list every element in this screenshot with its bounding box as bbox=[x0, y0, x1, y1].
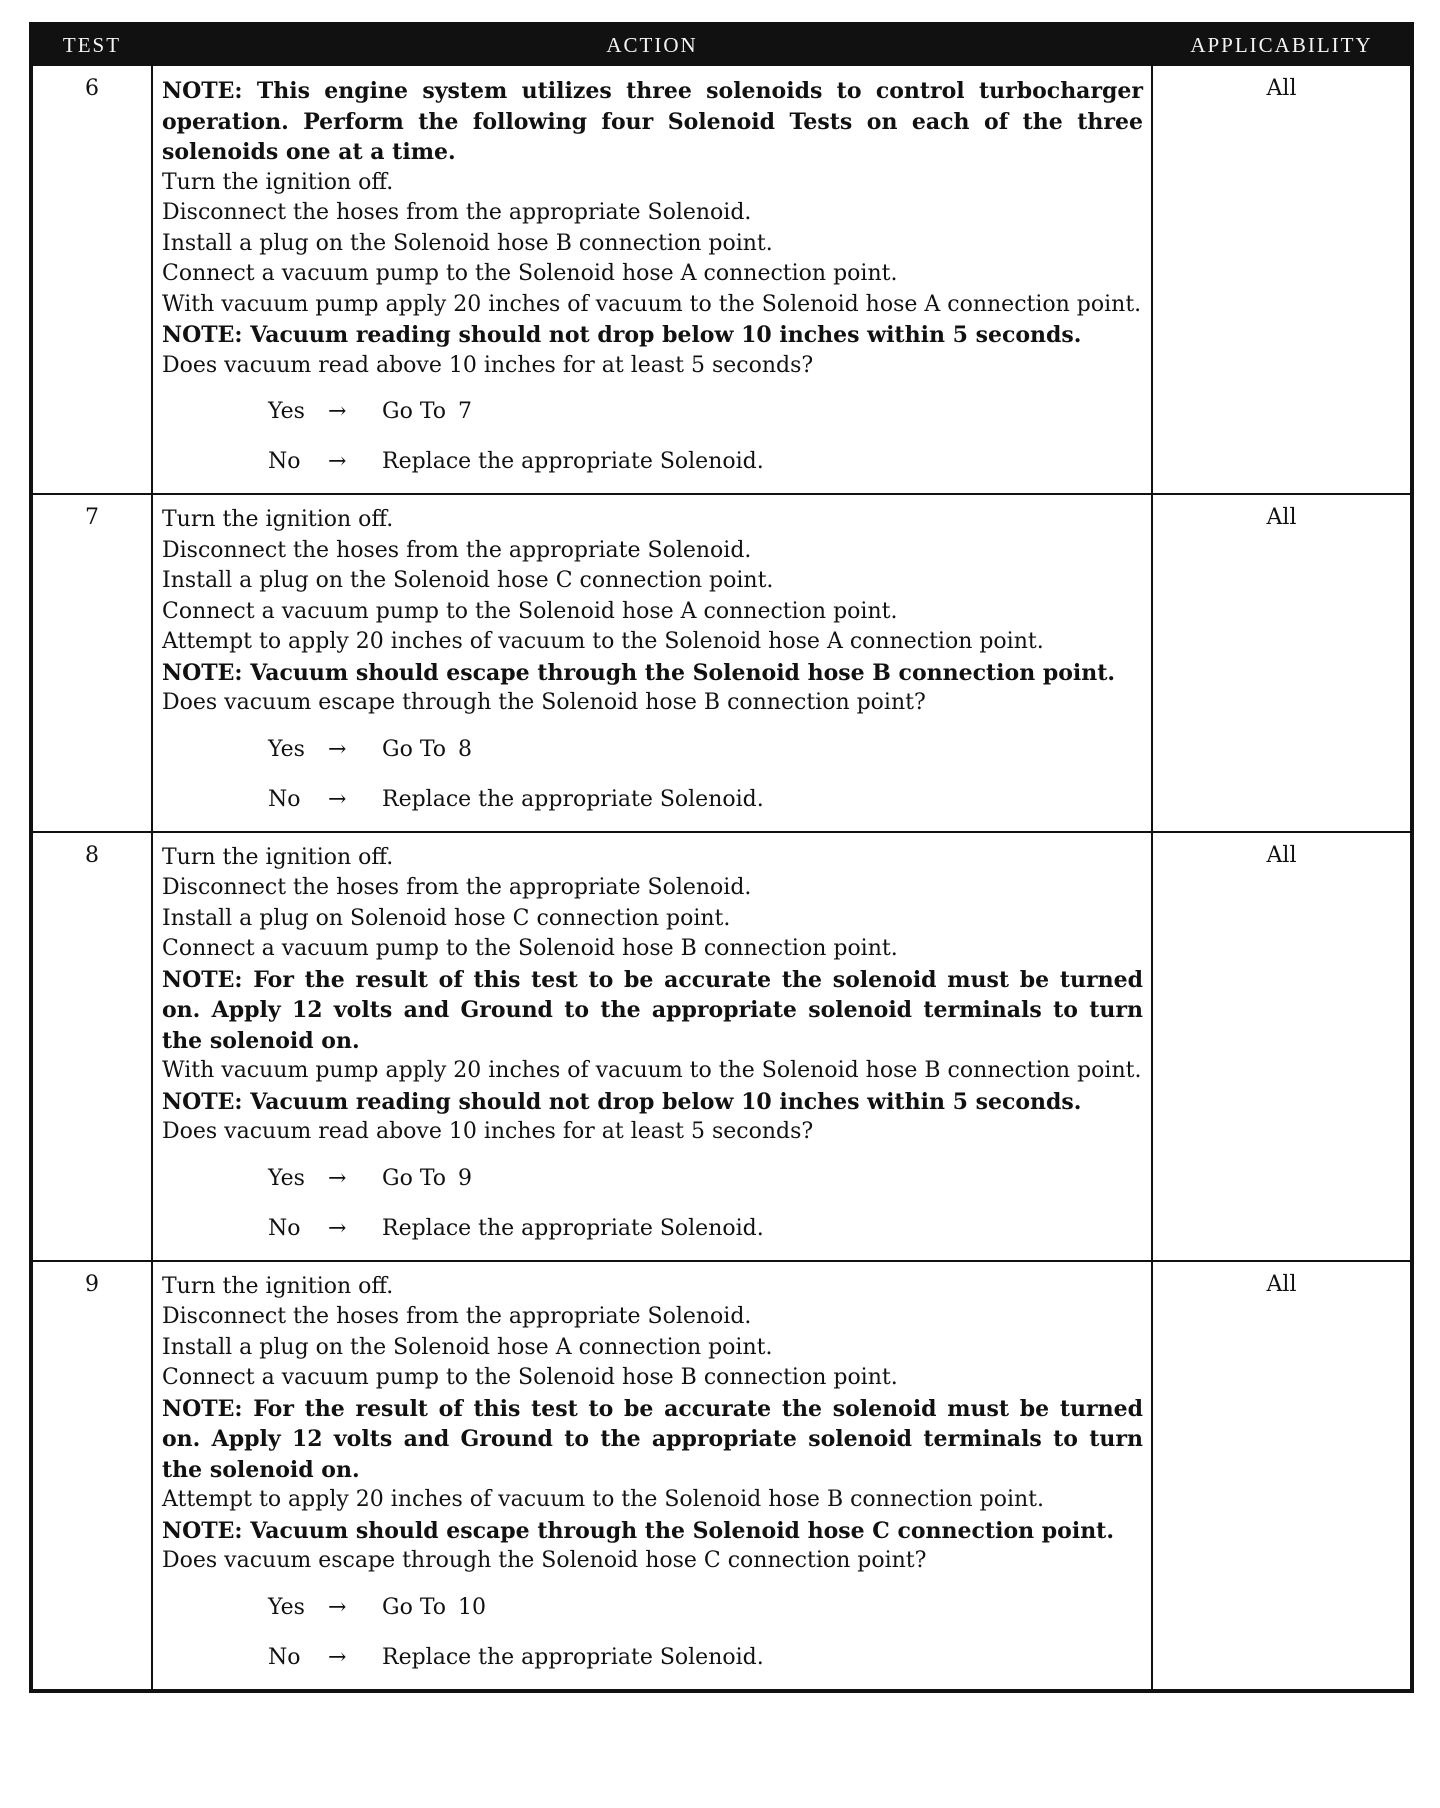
test-action bbox=[152, 832, 1152, 1261]
goto-label: Go To bbox=[382, 1594, 447, 1620]
header-test: TEST bbox=[31, 24, 152, 65]
note: NOTE: Vacuum should escape through the Solenoid hose B connection point. bbox=[162, 659, 1116, 686]
no-branch bbox=[268, 785, 1143, 821]
note: NOTE: Vacuum reading should not drop below 10 inches within 5 seconds. bbox=[162, 1088, 1082, 1115]
question: Does vacuum escape through the Solenoid hose B connection point? bbox=[162, 690, 926, 715]
arrow-right-icon: → bbox=[328, 1165, 347, 1191]
no-branch bbox=[268, 1643, 1143, 1679]
yes-branch bbox=[268, 1593, 1143, 1643]
yes-label: Yes bbox=[268, 736, 305, 762]
applicability: All bbox=[1152, 494, 1412, 832]
answer-branches bbox=[162, 397, 1143, 483]
no-action: Replace the appropriate Solenoid. bbox=[382, 449, 764, 474]
test-row-7 bbox=[31, 494, 1412, 832]
answer-branches bbox=[162, 735, 1143, 821]
step: Turn the ignition off. bbox=[162, 507, 394, 532]
step: Turn the ignition off. bbox=[162, 1273, 394, 1299]
note-power: NOTE: For the result of this test to be accurate the solenoid must be turned on. Apply 12 volts and Ground to the appropriate solenoid terminals to turn the solenoid on. bbox=[162, 1395, 1143, 1483]
step: Disconnect the hoses from the appropriate Solenoid. bbox=[162, 200, 752, 225]
goto-label: Go To bbox=[382, 399, 447, 424]
goto-test-link[interactable]: 10 bbox=[458, 1594, 487, 1620]
arrow-right-icon: → bbox=[328, 399, 347, 424]
question: Does vacuum read above 10 inches for at least 5 seconds? bbox=[162, 1119, 814, 1144]
question: Does vacuum escape through the Solenoid hose C connection point? bbox=[162, 1548, 927, 1573]
test-action bbox=[152, 65, 1152, 494]
header-action: ACTION bbox=[152, 24, 1152, 65]
applicability: All bbox=[1152, 1261, 1412, 1691]
answer-branches bbox=[162, 1164, 1143, 1250]
no-label: No bbox=[268, 449, 301, 474]
note-power: NOTE: For the result of this test to be accurate the solenoid must be turned on. Apply 12 volts and Ground to the appropriate solenoid terminals to turn the solenoid on. bbox=[162, 966, 1143, 1054]
test-action bbox=[152, 494, 1152, 832]
no-action: Replace the appropriate Solenoid. bbox=[382, 786, 764, 812]
test-number: 7 bbox=[31, 494, 152, 832]
step: With vacuum pump apply 20 inches of vacuum to the Solenoid hose B connection point. bbox=[162, 1058, 1142, 1083]
arrow-right-icon: → bbox=[328, 1644, 347, 1670]
no-label: No bbox=[268, 786, 301, 812]
step: Disconnect the hoses from the appropriate Solenoid. bbox=[162, 875, 752, 900]
goto-test-link[interactable]: 7 bbox=[458, 399, 473, 424]
note-intro: NOTE: This engine system utilizes three solenoids to control turbocharger operation. Perform the following four Solenoid Tests on each of the three solenoids one at a time. bbox=[162, 78, 1143, 165]
no-action: Replace the appropriate Solenoid. bbox=[382, 1215, 764, 1241]
step: Connect a vacuum pump to the Solenoid hose A connection point. bbox=[162, 598, 898, 624]
diagnostic-test-table bbox=[29, 22, 1414, 1693]
yes-label: Yes bbox=[268, 399, 305, 424]
no-label: No bbox=[268, 1215, 301, 1241]
arrow-right-icon: → bbox=[328, 1215, 347, 1241]
test-row-9 bbox=[31, 1261, 1412, 1691]
step: Turn the ignition off. bbox=[162, 844, 394, 870]
step: Connect a vacuum pump to the Solenoid hose B connection point. bbox=[162, 1365, 898, 1390]
step: Disconnect the hoses from the appropriate Solenoid. bbox=[162, 537, 752, 563]
arrow-right-icon: → bbox=[328, 736, 347, 762]
step: Connect a vacuum pump to the Solenoid hose A connection point. bbox=[162, 261, 898, 286]
step: Install a plug on the Solenoid hose A connection point. bbox=[162, 1334, 773, 1360]
step: Attempt to apply 20 inches of vacuum to the Solenoid hose A connection point. bbox=[162, 629, 1044, 654]
goto-label: Go To bbox=[382, 736, 447, 762]
applicability: All bbox=[1152, 65, 1412, 494]
note: NOTE: Vacuum should escape through the Solenoid hose C connection point. bbox=[162, 1517, 1115, 1544]
header-applicability: APPLICABILITY bbox=[1152, 24, 1412, 65]
yes-label: Yes bbox=[268, 1165, 305, 1191]
step: Disconnect the hoses from the appropriate Solenoid. bbox=[162, 1304, 752, 1329]
test-row-8 bbox=[31, 832, 1412, 1261]
step: Install a plug on the Solenoid hose C connection point. bbox=[162, 568, 774, 593]
question: Does vacuum read above 10 inches for at least 5 seconds? bbox=[162, 352, 814, 378]
test-row-6 bbox=[31, 65, 1412, 494]
goto-test-link[interactable]: 8 bbox=[458, 736, 473, 762]
test-number: 6 bbox=[31, 65, 152, 494]
step: With vacuum pump apply 20 inches of vacuum to the Solenoid hose A connection point. bbox=[162, 291, 1142, 317]
goto-label: Go To bbox=[382, 1165, 447, 1191]
yes-branch bbox=[268, 735, 1143, 785]
step: Install a plug on Solenoid hose C connection point. bbox=[162, 905, 731, 931]
no-branch bbox=[268, 447, 1143, 483]
applicability: All bbox=[1152, 832, 1412, 1261]
no-branch bbox=[268, 1214, 1143, 1250]
yes-branch bbox=[268, 397, 1143, 447]
yes-branch bbox=[268, 1164, 1143, 1214]
goto-test-link[interactable]: 9 bbox=[458, 1165, 473, 1191]
step: Connect a vacuum pump to the Solenoid hose B connection point. bbox=[162, 936, 898, 961]
yes-label: Yes bbox=[268, 1594, 305, 1620]
step: Attempt to apply 20 inches of vacuum to the Solenoid hose B connection point. bbox=[162, 1487, 1044, 1512]
arrow-right-icon: → bbox=[328, 449, 347, 474]
test-number: 8 bbox=[31, 832, 152, 1261]
arrow-right-icon: → bbox=[328, 1594, 347, 1620]
step: Install a plug on the Solenoid hose B connection point. bbox=[162, 230, 773, 256]
test-number: 9 bbox=[31, 1261, 152, 1691]
test-action bbox=[152, 1261, 1152, 1691]
answer-branches bbox=[162, 1593, 1143, 1679]
no-label: No bbox=[268, 1644, 301, 1670]
step: Turn the ignition off. bbox=[162, 169, 394, 195]
arrow-right-icon: → bbox=[328, 786, 347, 812]
no-action: Replace the appropriate Solenoid. bbox=[382, 1644, 764, 1670]
note: NOTE: Vacuum reading should not drop below 10 inches within 5 seconds. bbox=[162, 322, 1082, 348]
table-header-row bbox=[31, 24, 1412, 65]
